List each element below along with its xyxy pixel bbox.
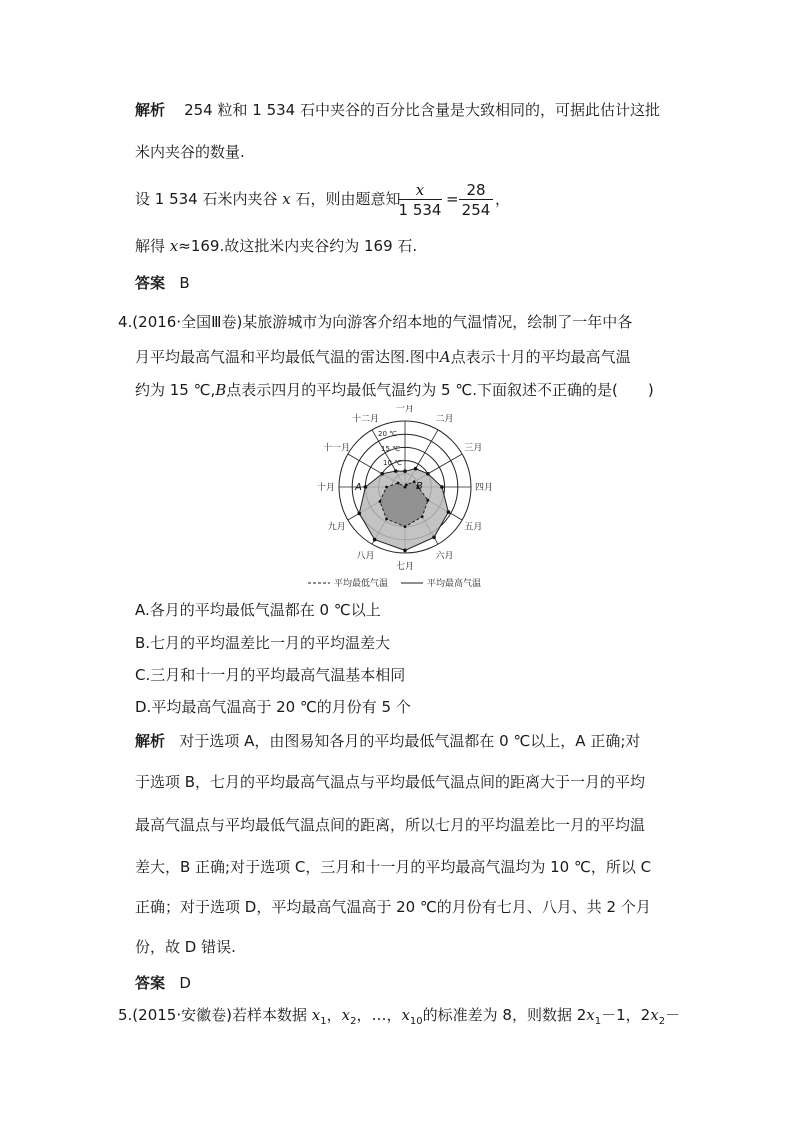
question5-line1 (118, 1005, 680, 1032)
solution4-line5: 正确；对于选项 D，平均最高气温高于 20 ℃的月份有七月、八月、共 2 个月 (135, 898, 651, 916)
solution3-text4-pre: 解得 (135, 237, 170, 255)
high-point-8 (373, 538, 377, 542)
month-label-2: 二月 (435, 414, 454, 425)
high-point-10 (364, 485, 368, 489)
month-label-1: 一月 (395, 405, 415, 414)
comma: ， (495, 190, 511, 208)
high-point-2 (414, 467, 418, 471)
question5-text-mid2: －1，2 (601, 1006, 651, 1024)
solution3-text1: 254 粒和 1 534 石中夹谷的百分比含量是大致相同的，可据此估计这批 (184, 101, 660, 119)
answer-label: 答案 (135, 974, 166, 992)
solution4-line4: 差大，B 正确;对于选项 C，三月和十一月的平均最高气温均为 10 ℃，所以 C (135, 858, 652, 876)
subscript: 2 (350, 1016, 357, 1027)
ring-label-15: 15 ℃ (381, 445, 400, 453)
question5-text-pre: 5.(2015·安徽卷)若样本数据 (118, 1006, 312, 1024)
fraction-denominator: 1 534 (398, 201, 442, 219)
low-point-12 (404, 486, 407, 489)
month-label-3: 三月 (464, 443, 483, 454)
month-label-8: 八月 (356, 551, 375, 562)
answer4 (135, 973, 191, 993)
ring-label-20: 20 ℃ (378, 430, 397, 438)
low-point-6 (421, 515, 424, 518)
variable-x: x (282, 190, 291, 208)
solution3-line1 (135, 100, 660, 120)
high-point-6 (432, 535, 436, 539)
high-point-12 (394, 469, 398, 473)
radar-chart (275, 405, 535, 590)
high-point-5 (447, 510, 451, 514)
comma: ， (326, 1006, 342, 1024)
subscript: 2 (658, 1016, 666, 1027)
solution4-line6: 份，故 D 错误. (135, 938, 236, 956)
option-d: D.平均最高气温高于 20 ℃的月份有 5 个 (135, 698, 411, 716)
fraction-numerator: x (398, 181, 442, 200)
solution-label: 解析 (135, 732, 166, 750)
solution3-line2: 米内夹谷的数量. (135, 143, 245, 161)
point-b-ref: B (215, 381, 227, 399)
month-label-5: 五月 (464, 522, 483, 533)
point-b-label: B (416, 481, 423, 492)
solution3-line3 (135, 189, 401, 209)
answer3 (135, 273, 190, 293)
low-point-11 (397, 482, 400, 485)
low-point-7 (404, 525, 407, 528)
question5-text-end: － (665, 1006, 681, 1024)
month-label-7: 七月 (395, 562, 415, 572)
low-point-9 (378, 500, 381, 503)
variable-x: x (650, 1006, 659, 1024)
high-point-3 (426, 472, 430, 476)
answer-value: B (179, 274, 190, 292)
solution3-text3-pre: 设 1 534 石米内夹谷 (135, 190, 278, 208)
low-point-5 (426, 499, 429, 502)
high-point-9 (357, 512, 361, 516)
low-point-8 (385, 518, 388, 521)
solution3-text3-mid: 石，则由题意知 (295, 190, 401, 208)
subscript: 10 (409, 1016, 423, 1027)
question4-text3-rest: 点表示四月的平均最低气温约为 5 ℃.下面叙述不正确的是( ) (226, 381, 654, 399)
high-point-7 (403, 549, 407, 553)
solution3-line4 (135, 236, 417, 256)
month-label-9: 九月 (327, 522, 346, 533)
month-label-4: 四月 (474, 483, 494, 493)
subscript: 1 (594, 1016, 602, 1027)
month-label-6: 六月 (435, 551, 454, 562)
high-point-11 (380, 472, 384, 476)
question4-line1: 4.(2016·全国Ⅲ卷)某旅游城市为向游客介绍本地的气温情况，绘制了一年中各 (118, 313, 633, 331)
question4-text3-pre: 约为 15 ℃, (135, 381, 216, 399)
variable-x: x (169, 237, 179, 255)
fraction-28-over-254 (459, 181, 493, 220)
legend-high-label: 平均最高气温 (427, 579, 482, 589)
subscript: 1 (320, 1016, 327, 1027)
point-a-label: A (355, 482, 362, 493)
answer-label: 答案 (135, 274, 166, 292)
solution4-line3: 最高气温点与平均最低气温点间的距离，所以七月的平均温差比一月的平均温 (135, 816, 646, 834)
question4-text2: 月平均最高气温和平均最低气温的雷达图.图中 (135, 348, 440, 366)
month-label-11: 十一月 (323, 443, 351, 454)
solution4-line2: 于选项 B，七月的平均最高气温点与平均最低气温点间的距离大于一月的平均 (135, 773, 646, 791)
solution-label: 解析 (135, 101, 166, 119)
fraction-numerator: 28 (459, 181, 493, 200)
solution4-line1 (135, 731, 640, 751)
variable-x: x (401, 1006, 410, 1024)
option-c: C.三月和十一月的平均最高气温基本相同 (135, 666, 406, 684)
variable-x: x (586, 1006, 595, 1024)
equals-sign: = (446, 190, 459, 208)
fraction-denominator: 254 (461, 201, 491, 219)
question4-line2 (135, 347, 631, 367)
low-point-10 (385, 486, 388, 489)
variable-x: x (341, 1006, 351, 1024)
solution4-text1: 对于选项 A，由图易知各月的平均最低气温都在 0 ℃以上，A 正确;对 (179, 732, 641, 750)
month-label-10: 十月 (316, 483, 336, 493)
option-b: B.七月的平均温差比一月的平均温差大 (135, 634, 391, 652)
month-label-12: 十二月 (351, 414, 380, 425)
question4-line3 (135, 380, 654, 400)
fraction-x-over-1534 (398, 181, 442, 220)
ellipsis: ，…， (356, 1006, 402, 1024)
high-point-1 (403, 469, 407, 473)
question4-text2-rest: 点表示十月的平均最高气温 (450, 348, 631, 366)
solution3-text4-rest: ≈169.故这批米内夹谷约为 169 石. (178, 237, 418, 255)
point-a-ref: A (439, 348, 451, 366)
option-a: A.各月的平均最低气温都在 0 ℃以上 (135, 601, 381, 619)
question5-text-mid: 的标准差为 8，则数据 2 (422, 1006, 587, 1024)
answer-value: D (179, 974, 191, 992)
high-point-4 (440, 485, 444, 489)
ring-label-10: 10 ℃ (383, 459, 402, 467)
legend-low-label: 平均最低气温 (334, 579, 389, 589)
variable-x: x (311, 1006, 321, 1024)
